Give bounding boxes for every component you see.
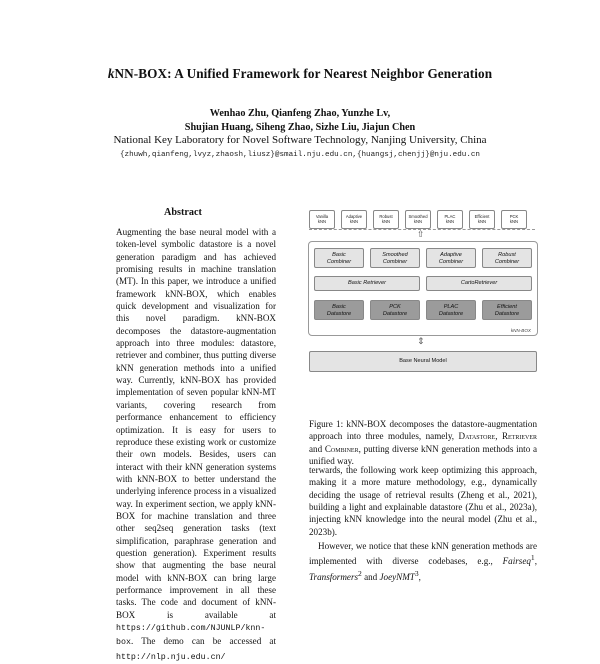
abstract-heading: Abstract [164,207,202,218]
right-column-body [309,464,537,583]
basic-retriever: Basic Retriever [314,276,420,291]
author-list [0,107,600,134]
abstract-text-b: . The demo can be accessed at [130,636,276,647]
title-rest: NN-BOX: A Unified Framework for Nearest Neighbor Generation [114,66,493,81]
figure-caption: Figure 1: kNN-BOX decomposes the datastore-augmentation approach into three modules, namely, Datastore, Retriever and Combiner, putting diverse kNN generation methods into a unified way. [309,419,537,467]
knn-box-container [308,241,538,336]
paper-title [0,66,600,82]
efficient-datastore: Efficient Datastore [482,300,532,320]
model-adaptive-knn: Adaptive kNN [341,210,367,229]
demo-url-link[interactable]: http://nlp.nju.edu.cn/ [116,652,226,662]
affiliation: National Key Laboratory for Novel Software Technology, Nanjing University, China [113,134,487,146]
figure-1 [307,207,539,387]
title-k: k [107,66,115,81]
body-paragraph-1: terwards, the following work keep optimizing this approach, making it a more mature methodology, e.g., dynamically deciding the usage of retrieval results (Zheng et al., 2021), building a light and explainable datastore (Zhu et al., 2023a), injecting kNN knowledge into the neural model (Zhu et al., 2023b). [309,465,537,537]
abstract-body [116,226,276,664]
authors-line-1: Wenhao Zhu, Qianfeng Zhao, Yunzhe Lv, [209,108,391,119]
robust-combiner: Robust Combiner [482,248,532,268]
model-vanilla-knn: Vanilla kNN [309,210,335,229]
authors-line-2: Shujian Huang, Siheng Zhao, Sizhe Liu, Jiajun Chen [184,121,416,133]
adaptive-combiner: Adaptive Combiner [426,248,476,268]
model-plac-knn: PLAC kNN [437,210,463,229]
arrow-up-icon: ⇧ [417,230,425,240]
pck-datastore: PCK Datastore [370,300,420,320]
model-smoothed-knn: Smoothed kNN [405,210,431,229]
knn-box-label: kNN-BOX [510,328,531,333]
body-paragraph-2: However, we notice that these kNN generation methods are implemented with diverse codebases, e.g., Fairseq$^1$, Transformers$^2$ and JoeyNMT$^3$, [309,541,537,582]
model-robust-knn: Robust kNN [373,210,399,229]
code-url-link[interactable]: https://github.com/NJUNLP/knn-box [116,624,266,648]
basic-datastore: Basic Datastore [314,300,364,320]
author-emails: {zhuwh,qianfeng,lvyz,zhaosh,liusz}@smail.nju.edu.cn,{huangsj,chenjj}@nju.edu.cn [119,151,480,159]
model-pck-knn: PCK kNN [501,210,527,229]
smoothed-combiner: Smoothed Combiner [370,248,420,268]
arrow-updown-icon: ⇕ [417,337,425,347]
plac-datastore: PLAC Datastore [426,300,476,320]
knn-models-row [307,207,539,231]
abstract-text-a: Augmenting the base neural model with a token-level symbolic datastore is a novel generation paradigm and has achieved promising results in machine translation (MT). In this paper, we introduce a unified framework kNN-BOX, which enables quick development and visualization for this novel paradigm. kNN-BOX decomposes the datastore-augmentation approach into three modules: datastore, retriever and combiner, thus putting diverse kNN generation methods into a unified way. Currently, kNN-BOX has provided implementation of seven popular kNN-MT variants, covering research from performance enhancement to efficiency optimization. It is easy for users to reproduce these existing work or customize their own models. Besides, users can interact with their kNN generation systems with kNN-BOX to better understand the underlying inference process in a visualized way. In experiment section, we apply kNN-BOX for machine translation and three other seq2seq generation tasks (text simplification, paraphrase generation and question generation). Experiment results show that augmenting the base neural model with kNN-BOX can bring large performance improvement in all these tasks. The code and document of kNN-BOX is available at [116,227,276,620]
base-neural-model: Base Neural Model [309,351,537,372]
carto-retriever: CartoRetriever [426,276,532,291]
model-efficient-knn: Efficient kNN [469,210,495,229]
basic-combiner: Basic Combiner [314,248,364,268]
